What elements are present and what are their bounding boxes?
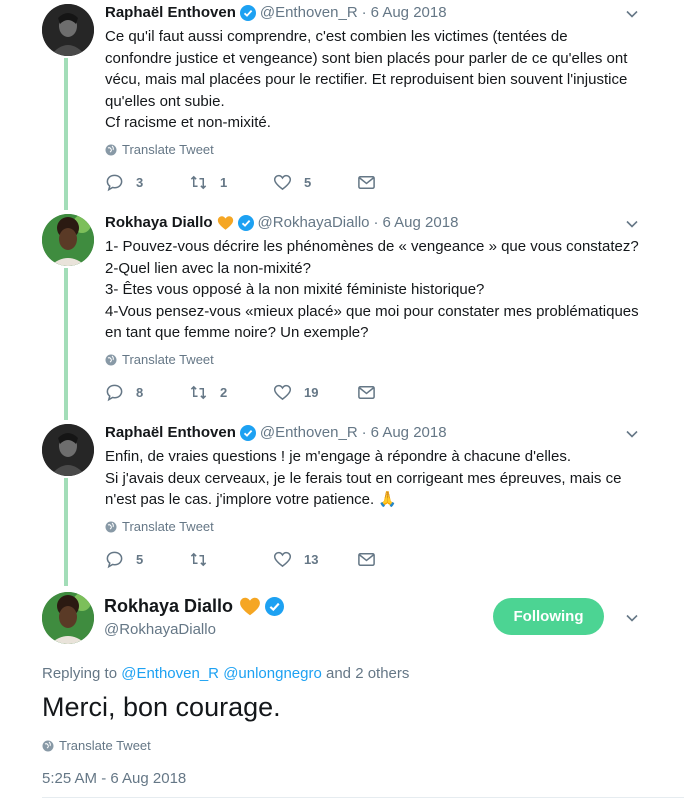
globe-icon [105, 144, 117, 156]
author-name[interactable]: Rokhaya Diallo [104, 596, 234, 616]
tweet-text: Ce qu'il faut aussi comprendre, c'est combien les victimes (tentées de confondre justice et vengeance) sont bien placés pour parler de ce qu'elles ont vécu, mais mal placées pour le rectifier. Et reproduisent bien souvent l'injustice qu'elles ont subie. Cf racisme et non-mixité. [105, 28, 628, 131]
reply-button[interactable] [105, 173, 189, 192]
like-button[interactable] [273, 383, 357, 402]
globe-icon [105, 354, 117, 366]
like-count: 19 [304, 385, 319, 400]
avatar[interactable] [42, 214, 94, 266]
others-link[interactable]: and 2 others [326, 665, 410, 682]
direct-message-button[interactable] [357, 383, 441, 402]
tweet-actions [105, 383, 441, 402]
retweet-button[interactable] [189, 550, 273, 569]
retweet-icon [189, 550, 208, 569]
verified-badge-icon [238, 215, 254, 231]
author-name[interactable]: Rokhaya Diallo [105, 214, 213, 231]
envelope-icon [357, 383, 376, 402]
retweet-button[interactable] [189, 173, 273, 192]
retweet-count: 2 [220, 385, 228, 400]
like-count: 5 [304, 175, 312, 190]
tweet-text: Enfin, de vraies questions ! je m'engage à répondre à chacune d'elles. Si j'avais deux cerveaux, je le ferais tout en corrigeant mes épreuves, mais ce n'est pas le cas. j'implore votre patience. 🙏 [105, 448, 622, 508]
translate-tweet-link[interactable]: Translate Tweet [105, 519, 214, 534]
tweet-timestamp[interactable]: 5:25 AM - 6 Aug 2018 [42, 770, 187, 787]
main-tweet-text: Merci, bon courage. [42, 692, 281, 722]
tweet-actions [105, 173, 441, 192]
chevron-down-icon[interactable] [624, 6, 640, 22]
separator: · [361, 4, 367, 21]
tweet-date[interactable]: 6 Aug 2018 [370, 4, 447, 21]
divider [42, 797, 684, 798]
orange-heart-icon [239, 596, 261, 617]
envelope-icon [357, 550, 376, 569]
tweet[interactable] [0, 2, 684, 202]
retweet-count: 1 [220, 175, 228, 190]
translate-tweet-link[interactable]: Translate Tweet [42, 738, 151, 753]
avatar[interactable] [42, 424, 94, 476]
verified-badge-icon [265, 597, 284, 616]
verified-badge-icon [240, 425, 256, 441]
chevron-down-icon[interactable] [624, 610, 640, 626]
like-button[interactable] [273, 550, 357, 569]
separator: · [373, 214, 379, 231]
mention-link[interactable]: @Enthoven_R [121, 665, 220, 682]
author-handle[interactable]: @RokhayaDiallo [257, 214, 370, 231]
chevron-down-icon[interactable] [624, 216, 640, 232]
main-author [104, 596, 284, 617]
tweet-date[interactable]: 6 Aug 2018 [382, 214, 459, 231]
reply-count: 8 [136, 385, 144, 400]
chevron-down-icon[interactable] [624, 426, 640, 442]
tweet-header [105, 214, 458, 231]
replying-to: Replying to @Enthoven_R @unlongnegro and 2 others [42, 665, 410, 682]
tweet-text: 1- Pouvez-vous décrire les phénomènes de « vengeance » que vous constatez? 2-Quel lien avec la non-mixité? 3- Êtes vous opposé à la non mixité féministe historique? 4-Vous pensez-vous «mieux placé» que moi pour constater mes problématiques en tant que femme noire? Un exemple? [105, 238, 639, 341]
reply-count: 3 [136, 175, 144, 190]
author-handle[interactable]: @Enthoven_R [259, 4, 358, 21]
following-button[interactable]: Following [493, 598, 604, 635]
author-name[interactable]: Raphaël Enthoven [105, 424, 236, 441]
envelope-icon [357, 173, 376, 192]
heart-icon [273, 383, 292, 402]
reply-count: 5 [136, 552, 144, 567]
direct-message-button[interactable] [357, 173, 441, 192]
author-handle[interactable]: @Enthoven_R [259, 424, 358, 441]
like-count: 13 [304, 552, 319, 567]
retweet-icon [189, 383, 208, 402]
tweet[interactable] [0, 422, 684, 582]
heart-icon [273, 550, 292, 569]
main-avatar[interactable] [42, 592, 94, 644]
avatar[interactable] [42, 4, 94, 56]
separator: · [361, 424, 367, 441]
translate-tweet-link[interactable]: Translate Tweet [105, 142, 214, 157]
reply-icon [105, 383, 124, 402]
translate-tweet-link[interactable]: Translate Tweet [105, 352, 214, 367]
verified-badge-icon [240, 5, 256, 21]
main-author-handle[interactable]: @RokhayaDiallo [104, 621, 216, 638]
globe-icon [105, 521, 117, 533]
reply-button[interactable] [105, 550, 189, 569]
direct-message-button[interactable] [357, 550, 441, 569]
tweet-header [105, 424, 447, 441]
reply-icon [105, 550, 124, 569]
orange-heart-icon [217, 215, 234, 231]
author-name[interactable]: Raphaël Enthoven [105, 4, 236, 21]
globe-icon [42, 740, 54, 752]
tweet[interactable] [0, 212, 684, 412]
retweet-icon [189, 173, 208, 192]
retweet-button[interactable] [189, 383, 273, 402]
tweet-date[interactable]: 6 Aug 2018 [370, 424, 447, 441]
like-button[interactable] [273, 173, 357, 192]
mention-link[interactable]: @unlongnegro [223, 665, 322, 682]
tweet-actions [105, 550, 441, 569]
heart-icon [273, 173, 292, 192]
tweet-header [105, 4, 447, 21]
reply-button[interactable] [105, 383, 189, 402]
reply-icon [105, 173, 124, 192]
